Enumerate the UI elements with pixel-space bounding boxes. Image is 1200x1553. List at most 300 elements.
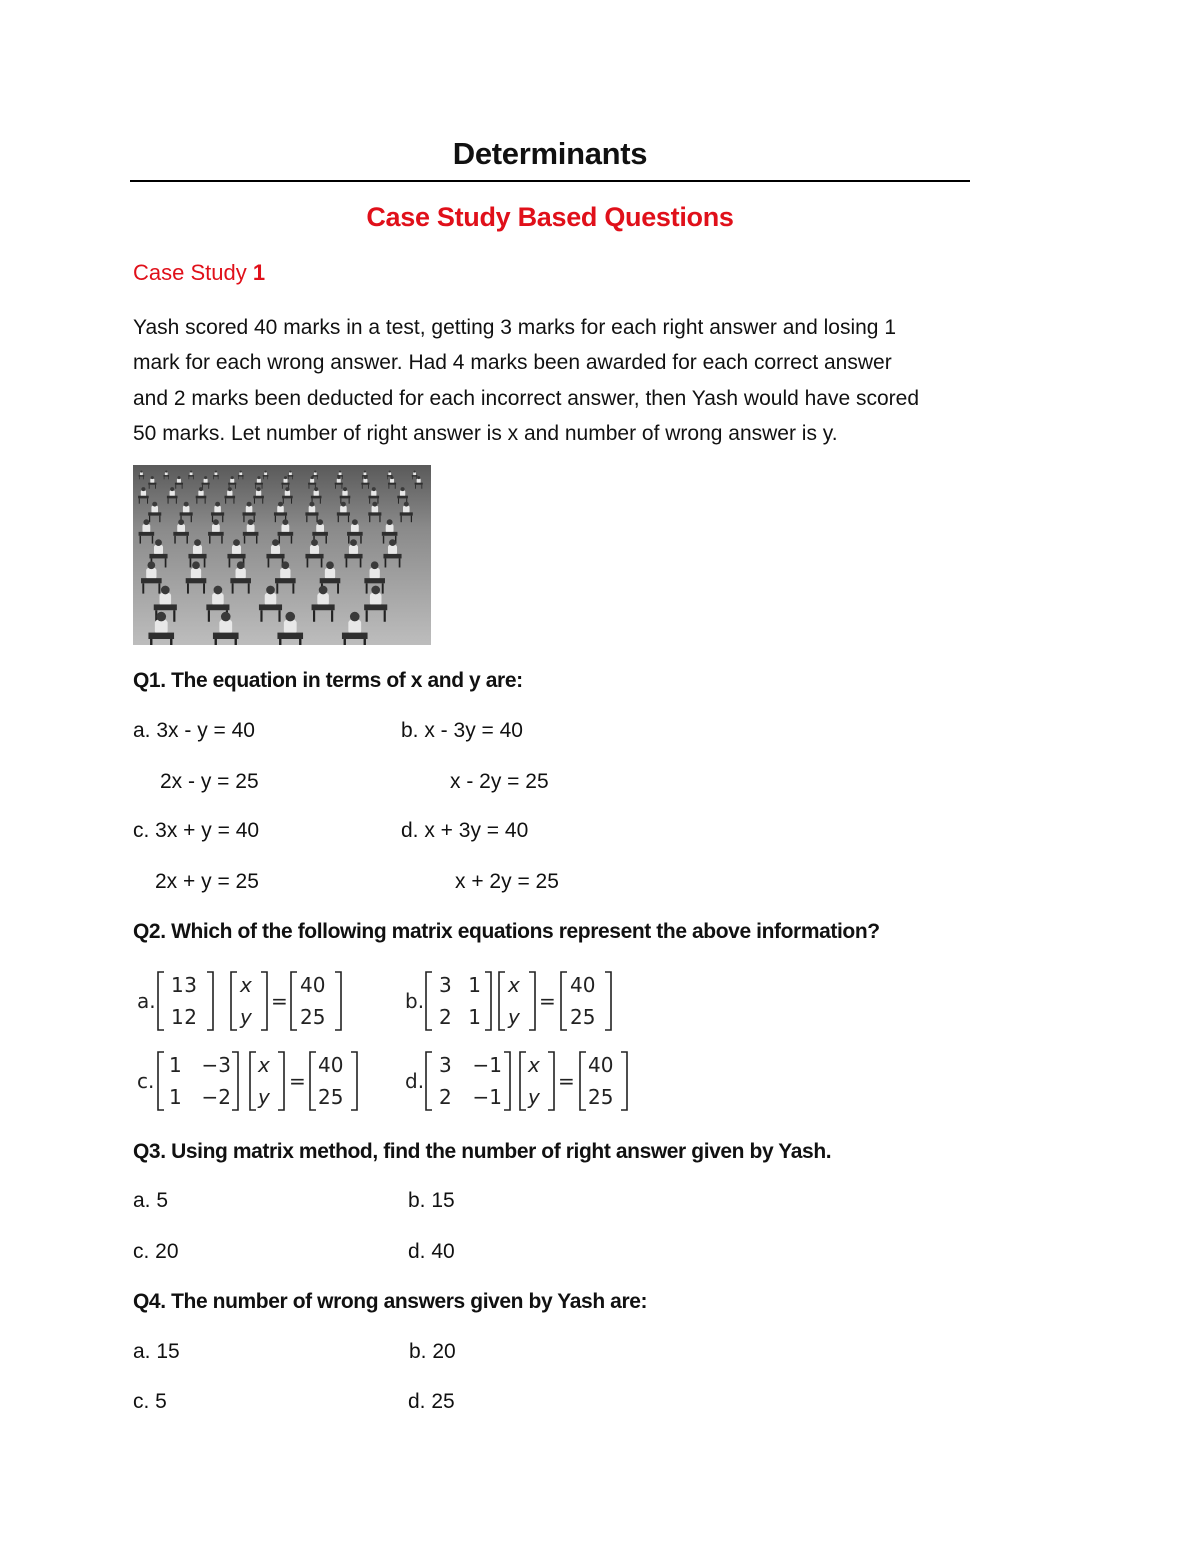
photo-shape: [141, 578, 162, 583]
photo-shape: [225, 498, 226, 503]
photo-shape: [351, 524, 359, 533]
photo-shape: [218, 477, 219, 480]
matrix-entry: −1: [472, 1085, 502, 1109]
photo-shape: [291, 536, 292, 544]
photo-shape: [342, 485, 343, 489]
photo-shape: [309, 485, 310, 489]
photo-shape: [170, 487, 174, 491]
photo-shape: [266, 554, 284, 559]
photo-shape: [212, 516, 213, 523]
photo-shape: [344, 554, 362, 559]
photo-shape: [348, 536, 349, 544]
photo-shape: [155, 539, 162, 546]
photo-shape: [209, 536, 210, 544]
photo-shape: [208, 485, 209, 489]
photo-shape: [149, 516, 150, 523]
photo-shape: [248, 519, 254, 525]
photo-shape: [238, 477, 239, 480]
photo-shape: [274, 512, 287, 515]
photo-shape: [188, 475, 194, 476]
photo-shape: [206, 604, 229, 610]
photo-shape: [262, 498, 263, 503]
photo-shape: [215, 502, 220, 507]
vector-entry: x: [240, 973, 252, 997]
photo-shape: [138, 496, 149, 499]
photo-shape: [256, 536, 257, 544]
result-entry: 40: [300, 973, 326, 997]
photo-shape: [163, 475, 169, 476]
photo-shape: [319, 586, 328, 595]
matrix-entry: 1: [468, 1005, 481, 1029]
photo-shape: [285, 487, 289, 491]
photo-shape: [382, 532, 398, 536]
photo-shape: [230, 479, 234, 484]
photo-shape: [165, 471, 167, 473]
photo-shape: [255, 485, 256, 489]
photo-shape: [257, 479, 261, 484]
photo-shape: [335, 485, 336, 489]
vector-entry: y: [508, 1005, 520, 1029]
photo-shape: [139, 498, 140, 503]
photo-shape: [257, 487, 261, 491]
equals-sign: =: [558, 1069, 575, 1093]
q1-option-d-line1: d. x + 3y = 40: [401, 819, 529, 842]
photo-shape: [254, 516, 255, 523]
question-3-text: . Using matrix method, find the number of right answer given by Yash.: [160, 1140, 832, 1163]
photo-shape: [183, 506, 190, 513]
photo-shape: [349, 545, 358, 555]
photo-shape: [151, 476, 154, 479]
vector-entry: y: [528, 1085, 540, 1109]
photo-shape: [364, 476, 367, 479]
photo-shape: [331, 610, 333, 622]
photo-shape: [388, 472, 391, 475]
photo-shape: [152, 536, 153, 544]
photo-shape: [309, 506, 316, 513]
q1-option-a-line1: a. 3x - y = 40: [133, 719, 255, 742]
photo-shape: [395, 485, 396, 489]
photo-shape: [233, 539, 240, 546]
q1-option-b-line2: x - 2y = 25: [450, 770, 549, 793]
photo-shape: [228, 483, 236, 485]
photo-shape: [268, 558, 270, 567]
photo-shape: [372, 506, 379, 513]
q2-option-b: [405, 968, 615, 1034]
photo-shape: [278, 610, 280, 622]
photo-shape: [372, 502, 377, 507]
q4-option-a: a. 15: [133, 1340, 180, 1363]
photo-shape: [196, 498, 197, 503]
photo-shape: [400, 512, 413, 515]
photo-shape: [272, 539, 279, 546]
result-entry: 40: [570, 973, 596, 997]
photo-shape: [232, 583, 234, 593]
photo-shape: [268, 477, 269, 480]
photo-shape: [211, 512, 224, 515]
photo-shape: [148, 512, 161, 515]
question-2: [133, 920, 880, 944]
vector-entry: y: [240, 1005, 252, 1029]
q2-option-label: c.: [137, 1069, 155, 1093]
photo-shape: [285, 490, 290, 496]
equals-sign: =: [539, 989, 556, 1013]
q4-option-c: c. 5: [133, 1390, 167, 1413]
photo-shape: [143, 519, 149, 525]
photo-shape: [401, 487, 405, 491]
photo-shape: [168, 477, 169, 480]
photo-shape: [349, 498, 350, 503]
photo-shape: [147, 498, 148, 503]
photo-shape: [222, 516, 223, 523]
photo-shape: [248, 583, 250, 593]
vector-entry: y: [258, 1085, 270, 1109]
photo-shape: [288, 477, 289, 480]
photo-shape: [281, 483, 289, 485]
photo-shape: [215, 472, 218, 475]
photo-shape: [160, 593, 172, 606]
photo-shape: [161, 586, 170, 595]
photo-shape: [413, 472, 416, 475]
photo-shape: [277, 506, 284, 513]
paragraph-line: 50 marks. Let number of right answer is x and number of wrong answer is y.: [133, 421, 838, 445]
photo-shape: [139, 477, 140, 480]
matrix-entry: 1: [169, 1085, 182, 1109]
photo-shape: [310, 545, 319, 555]
photo-shape: [372, 487, 376, 491]
photo-shape: [154, 604, 177, 610]
paragraph-line: mark for each wrong answer. Had 4 marks been awarded for each correct answer: [133, 351, 892, 375]
q2-option-d: [405, 1048, 635, 1114]
photo-shape: [147, 561, 155, 569]
photo-shape: [142, 524, 150, 533]
photo-shape: [247, 502, 252, 507]
photo-shape: [391, 476, 394, 479]
result-entry: 40: [588, 1053, 614, 1077]
photo-shape: [389, 471, 391, 473]
photo-shape: [278, 532, 294, 536]
photo-shape: [317, 477, 318, 480]
photo-shape: [379, 516, 380, 523]
q2-option-c: [137, 1048, 367, 1114]
photo-shape: [326, 561, 334, 569]
photo-shape: [316, 524, 324, 533]
photo-shape: [361, 483, 369, 485]
photo-shape: [275, 516, 276, 523]
matrix-entry: 2: [439, 1085, 452, 1109]
photo-shape: [140, 472, 143, 475]
photo-shape: [213, 477, 214, 480]
photo-shape: [213, 475, 219, 476]
q1-option-d-line2: x + 2y = 25: [455, 870, 559, 893]
q2-option-label: d.: [405, 1069, 425, 1093]
photo-shape: [411, 516, 412, 523]
photo-shape: [281, 561, 289, 569]
photo-shape: [140, 471, 142, 473]
photo-shape: [337, 583, 339, 593]
page-title: Determinants: [452, 136, 648, 171]
q4-option-d: d. 25: [408, 1390, 455, 1413]
photo-shape: [276, 583, 278, 593]
photo-shape: [215, 639, 217, 645]
photo-shape: [404, 502, 409, 507]
photo-shape: [291, 498, 292, 503]
photo-shape: [213, 519, 219, 525]
photo-shape: [237, 561, 245, 569]
photo-shape: [214, 586, 223, 595]
photo-shape: [320, 578, 341, 583]
photo-shape: [141, 487, 145, 491]
matrix-entry: 1: [171, 1005, 184, 1029]
photo-shape: [177, 524, 185, 533]
photo-shape: [311, 539, 318, 546]
photo-shape: [314, 487, 318, 491]
photo-shape: [230, 578, 251, 583]
photo-shape: [190, 558, 192, 567]
photo-shape: [193, 477, 194, 480]
photo-shape: [412, 475, 418, 476]
photo-shape: [277, 633, 303, 639]
photo-shape: [350, 539, 357, 546]
photo-shape: [284, 476, 287, 479]
photo-shape: [292, 477, 293, 480]
result-entry: 25: [318, 1085, 344, 1109]
photo-shape: [320, 498, 321, 503]
photo-shape: [383, 536, 384, 544]
photo-shape: [403, 506, 410, 513]
photo-shape: [212, 524, 220, 533]
photo-shape: [325, 568, 335, 580]
photo-shape: [175, 485, 176, 489]
q3-option-b: b. 15: [408, 1189, 455, 1212]
photo-shape: [364, 604, 387, 610]
result-entry: 25: [300, 1005, 326, 1029]
photo-shape: [263, 477, 264, 480]
photo-shape: [401, 516, 402, 523]
photo-shape: [141, 490, 146, 496]
question-3-number: Q3: [133, 1140, 161, 1163]
photo-shape: [266, 586, 275, 595]
photo-shape: [150, 479, 154, 484]
photo-shape: [227, 554, 245, 559]
photo-shape: [385, 558, 387, 567]
paragraph-line: Yash scored 40 marks in a test, getting 3 marks for each right answer and losing 1: [133, 316, 896, 339]
photo-shape: [388, 483, 396, 485]
photo-shape: [346, 558, 348, 567]
exam-hall-photo: [133, 465, 431, 645]
matrix-entry: 1: [169, 1053, 182, 1077]
q2-option-a: [137, 968, 347, 1034]
photo-shape: [208, 532, 224, 536]
result-entry: 25: [588, 1085, 614, 1109]
photo-shape: [390, 479, 394, 484]
photo-shape: [337, 512, 350, 515]
photo-shape: [148, 633, 174, 639]
photo-shape: [362, 485, 363, 489]
case-study-heading: [133, 260, 265, 286]
photo-shape: [309, 502, 314, 507]
photo-shape: [348, 620, 361, 634]
photo-shape: [146, 568, 156, 580]
photo-shape: [368, 512, 381, 515]
photo-shape: [271, 545, 280, 555]
photo-shape: [342, 490, 347, 496]
photo-shape: [202, 483, 210, 485]
photo-shape: [264, 472, 267, 475]
photo-shape: [370, 568, 380, 580]
photo-shape: [231, 476, 234, 479]
photo-shape: [178, 519, 184, 525]
case-study-number: 1: [252, 260, 266, 285]
photo-shape: [164, 477, 165, 480]
q1-option-a-line2: 2x - y = 25: [160, 770, 259, 793]
photo-shape: [289, 471, 291, 473]
photo-shape: [314, 472, 317, 475]
matrix-entry: 1: [171, 973, 184, 997]
photo-shape: [189, 477, 190, 480]
photo-shape: [387, 477, 388, 480]
photo-shape: [139, 532, 155, 536]
photo-shape: [421, 485, 422, 489]
photo-shape: [168, 498, 169, 503]
result-entry: 40: [318, 1053, 344, 1077]
photo-shape: [288, 475, 294, 476]
photo-shape: [312, 475, 318, 476]
photo-shape: [265, 593, 277, 606]
photo-shape: [366, 610, 368, 622]
photo-shape: [259, 604, 282, 610]
photo-shape: [158, 583, 160, 593]
photo-shape: [281, 524, 289, 533]
photo-shape: [415, 483, 423, 485]
photo-shape: [235, 639, 237, 645]
photo-shape: [340, 498, 341, 503]
equals-sign: =: [289, 1069, 306, 1093]
question-2-text: . Which of the following matrix equations represent the above information?: [160, 920, 880, 943]
photo-shape: [364, 472, 367, 475]
photo-shape: [221, 536, 222, 544]
photo-shape: [155, 485, 156, 489]
photo-shape: [203, 583, 205, 593]
photo-shape: [243, 512, 256, 515]
paragraph-line: and 2 marks been deducted for each incorrect answer, then Yash would have scored: [133, 386, 920, 410]
photo-shape: [204, 479, 208, 484]
photo-shape: [325, 536, 326, 544]
photo-shape: [283, 498, 284, 503]
photo-shape: [173, 532, 189, 536]
photo-shape: [337, 479, 341, 484]
photo-shape: [314, 471, 316, 473]
photo-shape: [229, 558, 231, 567]
photo-shape: [348, 516, 349, 523]
q3-option-c: c. 20: [133, 1240, 179, 1263]
photo-shape: [280, 568, 290, 580]
photo-shape: [143, 477, 144, 480]
photo-shape: [383, 554, 401, 559]
photo-shape: [307, 558, 309, 567]
q3-option-a: a. 5: [133, 1189, 169, 1212]
photo-shape: [150, 639, 152, 645]
photo-shape: [387, 519, 393, 525]
photo-shape: [368, 485, 369, 489]
photo-shape: [228, 487, 232, 491]
photo-shape: [253, 496, 264, 499]
photo-shape: [289, 472, 292, 475]
photo-shape: [149, 554, 167, 559]
photo-shape: [199, 487, 203, 491]
photo-shape: [282, 485, 283, 489]
photo-shape: [364, 578, 385, 583]
photo-shape: [292, 583, 294, 593]
photo-shape: [305, 512, 318, 515]
photo-shape: [306, 516, 307, 523]
photo-shape: [362, 477, 363, 480]
question-4-number: Q4: [133, 1290, 161, 1313]
photo-shape: [371, 561, 379, 569]
photo-shape: [139, 475, 145, 476]
photo-shape: [397, 496, 408, 499]
photo-shape: [243, 532, 259, 536]
photo-shape: [285, 612, 295, 622]
photo-shape: [364, 639, 366, 645]
photo-shape: [232, 545, 241, 555]
photo-shape: [282, 519, 288, 525]
photo-shape: [246, 506, 253, 513]
photo-shape: [337, 476, 340, 479]
q3-option-d: d. 40: [408, 1240, 455, 1263]
equals-sign: =: [271, 989, 288, 1013]
photo-shape: [240, 471, 242, 473]
photo-shape: [235, 485, 236, 489]
photo-shape: [257, 476, 260, 479]
matrix-entry: 3: [439, 1053, 452, 1077]
photo-shape: [194, 539, 201, 546]
photo-shape: [369, 516, 370, 523]
photo-shape: [243, 516, 244, 523]
photo-shape: [283, 479, 287, 484]
photo-shape: [417, 476, 420, 479]
q2-option-label: a.: [137, 989, 156, 1013]
photo-shape: [343, 487, 347, 491]
photo-shape: [219, 620, 232, 634]
photo-shape: [400, 490, 405, 496]
question-1-text: . The equation in terms of x and y are:: [160, 669, 523, 692]
matrix-entry: 3: [184, 973, 197, 997]
photo-shape: [225, 496, 236, 499]
photo-shape: [284, 620, 297, 634]
photo-shape: [180, 512, 193, 515]
photo-shape: [342, 633, 368, 639]
photo-shape: [177, 476, 180, 479]
photo-shape: [414, 471, 416, 473]
photo-shape: [149, 485, 150, 489]
photo-shape: [176, 498, 177, 503]
photo-shape: [369, 498, 370, 503]
photo-shape: [214, 506, 221, 513]
vector-entry: x: [528, 1053, 540, 1077]
photo-shape: [340, 506, 347, 513]
photo-shape: [417, 479, 421, 484]
question-1: [133, 669, 523, 693]
photo-shape: [151, 506, 158, 513]
photo-shape: [310, 479, 314, 484]
case-study-label: Case Study: [133, 260, 247, 285]
photo-shape: [205, 498, 206, 503]
photo-shape: [382, 583, 384, 593]
photo-shape: [377, 498, 378, 503]
photo-shape: [314, 490, 319, 496]
photo-shape: [256, 490, 261, 496]
question-4: [133, 1290, 647, 1314]
